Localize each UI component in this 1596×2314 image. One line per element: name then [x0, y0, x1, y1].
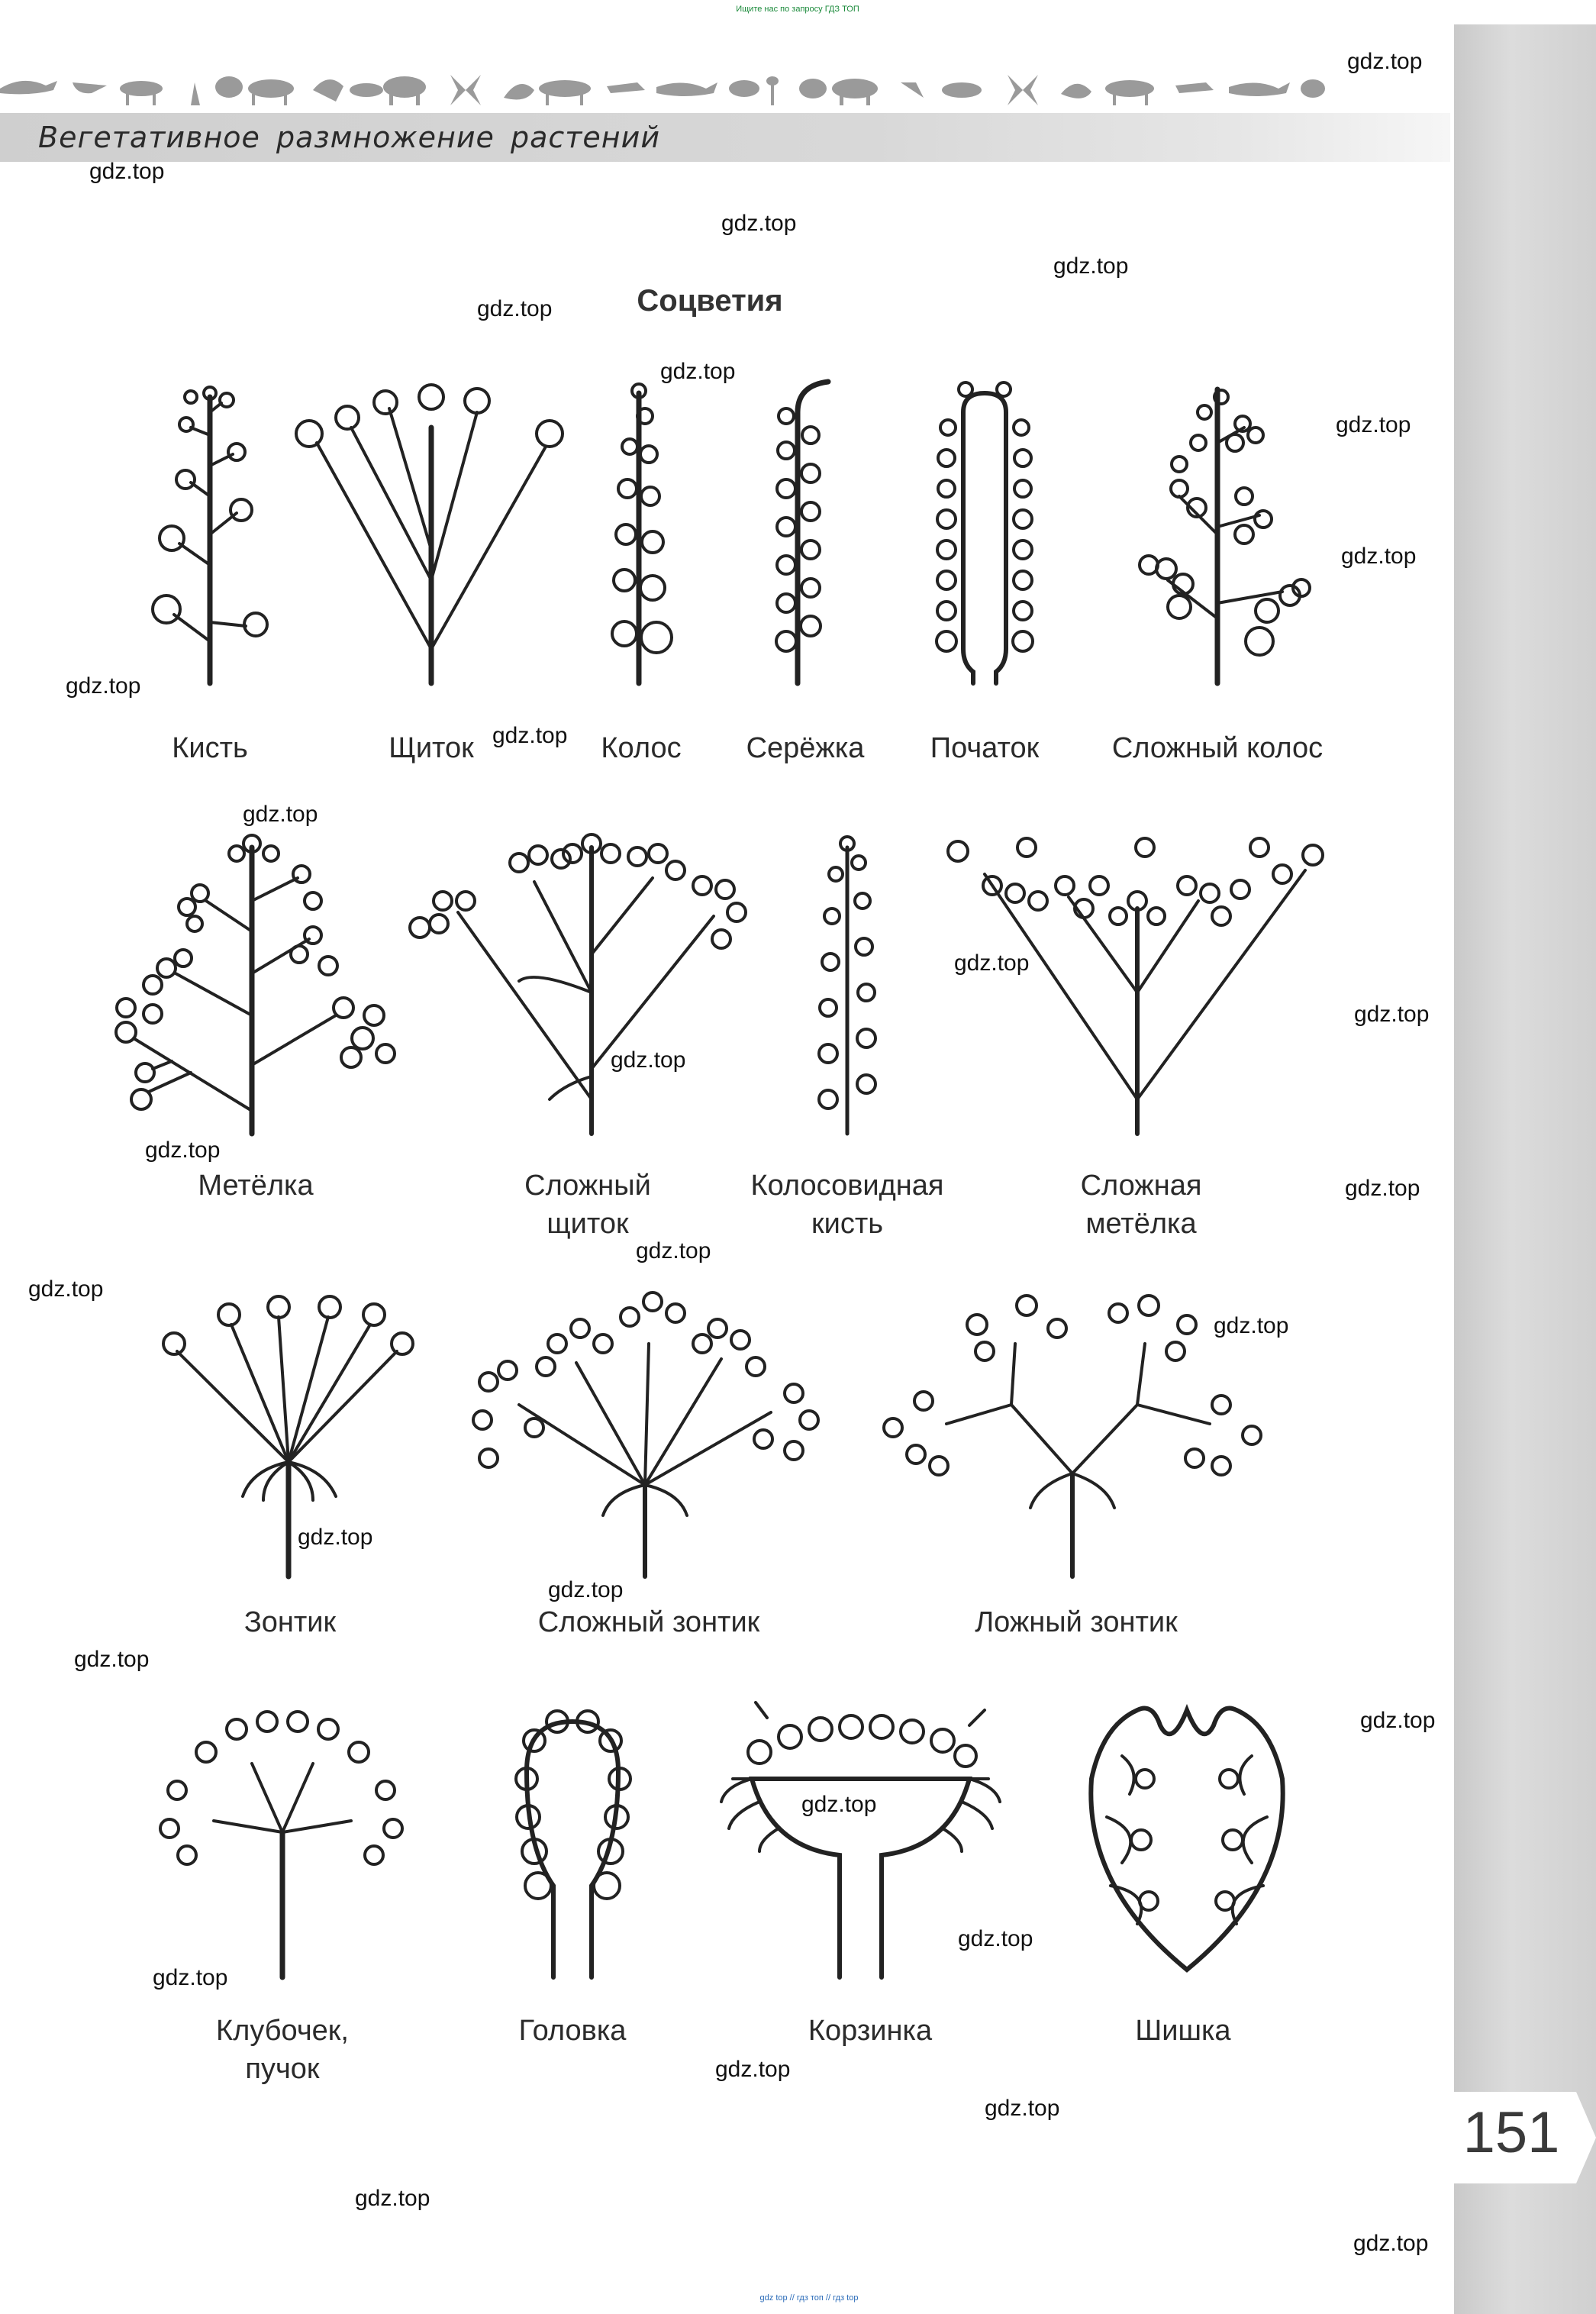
watermark: gdz.top — [611, 1047, 686, 1073]
label-capitulum: Головка — [518, 2015, 627, 2047]
watermark: gdz.top — [985, 2096, 1060, 2121]
watermark: gdz.top — [1336, 412, 1411, 437]
watermark: gdz.top — [715, 2057, 791, 2082]
spike-drawing — [612, 384, 672, 683]
watermark: gdz.top — [1347, 49, 1423, 74]
watermark: gdz.top — [89, 159, 165, 184]
watermark: gdz.top — [153, 1965, 228, 1990]
label-compound-corymb-line2: щиток — [547, 1208, 629, 1240]
watermark: gdz.top — [548, 1577, 624, 1602]
catkin-drawing — [776, 382, 828, 683]
label-basket: Корзинка — [808, 2015, 933, 2047]
watermark: gdz.top — [74, 1647, 150, 1672]
compound-panicle-drawing — [948, 838, 1323, 1134]
watermark: gdz.top — [145, 1138, 221, 1163]
label-umbel: Зонтик — [243, 1606, 337, 1638]
watermark: gdz.top — [1353, 2231, 1429, 2256]
watermark: gdz.top — [1345, 1176, 1420, 1201]
watermark: gdz.top — [801, 1792, 877, 1817]
watermark: gdz.top — [660, 359, 736, 384]
compound-corymb-drawing — [410, 834, 746, 1134]
glomerule-drawing — [160, 1712, 402, 1977]
compound-umbel-drawing — [473, 1293, 818, 1577]
watermark: gdz.top — [721, 211, 797, 236]
label-glomerule-line2: пучок — [245, 2053, 320, 2085]
watermark: gdz.top — [243, 802, 318, 827]
false-umbel-drawing — [884, 1296, 1261, 1577]
capitulum-drawing — [516, 1711, 630, 1977]
label-compound-panicle-line2: метёлка — [1085, 1208, 1197, 1240]
label-compound-spike: Сложный колос — [1111, 732, 1324, 764]
watermark: gdz.top — [1214, 1313, 1289, 1338]
spadix-drawing — [937, 382, 1033, 683]
watermark: gdz.top — [492, 723, 568, 748]
label-spike-like-raceme-line1: Колосовидная — [750, 1170, 944, 1202]
label-cone: Шишка — [1135, 2015, 1231, 2047]
page-number: 151 — [1462, 2100, 1560, 2165]
label-spadix: Початок — [930, 732, 1040, 764]
label-raceme: Кисть — [172, 732, 248, 764]
label-corymb: Щиток — [389, 732, 474, 764]
watermark: gdz.top — [954, 950, 1030, 976]
spike-like-raceme-drawing — [819, 837, 875, 1134]
watermark: gdz.top — [1341, 544, 1417, 569]
watermark: gdz.top — [66, 673, 141, 699]
panicle-drawing — [116, 835, 395, 1134]
watermark: gdz.top — [1354, 1002, 1430, 1027]
label-compound-panicle-line1: Сложная — [1080, 1170, 1202, 1202]
umbel-drawing — [163, 1296, 413, 1577]
label-false-umbel: Ложный зонтик — [975, 1606, 1178, 1638]
corymb-drawing — [296, 385, 563, 683]
label-panicle: Метёлка — [198, 1170, 314, 1202]
label-compound-umbel: Сложный зонтик — [537, 1606, 760, 1638]
watermark: gdz.top — [1360, 1708, 1436, 1733]
watermark: gdz.top — [636, 1238, 711, 1264]
watermark: gdz.top — [28, 1276, 104, 1302]
label-spike: Колос — [601, 732, 682, 764]
compound-spike-drawing — [1140, 389, 1310, 683]
watermark: gdz.top — [355, 2186, 430, 2211]
figure-title: Соцветия — [637, 284, 783, 318]
top-note: Ищите нас по запросу ГДЗ ТОП — [736, 5, 859, 14]
watermark: gdz.top — [298, 1525, 373, 1550]
watermark: gdz.top — [1053, 253, 1129, 279]
watermark: gdz.top — [958, 1926, 1033, 1951]
label-spike-like-raceme-line2: кисть — [811, 1208, 884, 1240]
cone-drawing — [1091, 1709, 1282, 1970]
label-catkin: Серёжка — [746, 732, 865, 764]
raceme-drawing — [153, 387, 267, 683]
label-compound-corymb-line1: Сложный — [524, 1170, 651, 1202]
bottom-note: gdz top // гдз топ // гдз top — [759, 2293, 859, 2303]
section-title: Вегетативное размножение растений — [38, 121, 661, 154]
label-glomerule-line1: Клубочек, — [216, 2015, 349, 2047]
watermark: gdz.top — [477, 296, 553, 321]
